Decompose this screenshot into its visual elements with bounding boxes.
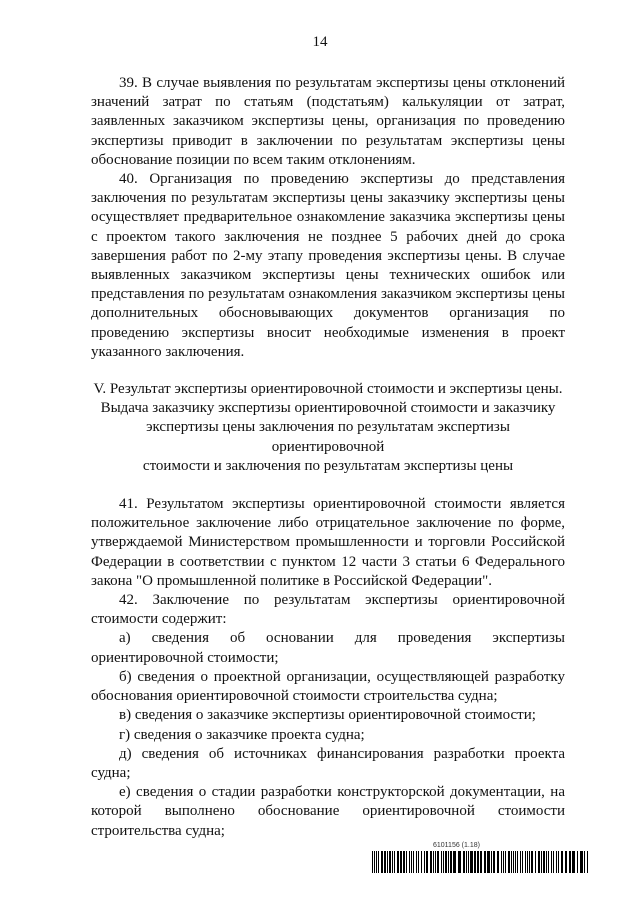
document-body bbox=[91, 74, 565, 841]
section-heading bbox=[91, 380, 565, 476]
paragraph-41: 41. Результатом экспертизы ориентировочной стоимости является положительное заключение либо отрицательное заключение по форме, утверждаемой Министерством промышленности и торговли Российской Федерации в соответствии с пунктом 12 части 3 статьи 6 Федерального закона "О промышленной политике в Российской Федерации". bbox=[91, 496, 565, 589]
barcode-caption: 6101156 (1.18) bbox=[433, 842, 480, 849]
list-item-b: б) сведения о проектной организации, осуществляющей разработку обоснования ориентировочной стоимости строительства судна; bbox=[91, 668, 565, 705]
list-item-e: е) сведения о стадии разработки конструкторской документации, на которой выполнено обоснование ориентировочной стоимости строительства судна; bbox=[91, 784, 565, 839]
section-heading-line: стоимости и заключения по результатам экспертизы цены bbox=[142, 457, 514, 474]
list-item-g: г) сведения о заказчике проекта судна; bbox=[119, 726, 365, 743]
paragraph-39: 39. В случае выявления по результатам экспертизы цены отклонений значений затрат по статьям (подстатьям) калькуляции от затрат, заявленных заказчиком экспертизы цены, организация по проведению экспертизы приводит в заключении по результатам экспертизы цены обоснование позиции по всем таким отклонениям. bbox=[91, 75, 565, 168]
list-item-v: в) сведения о заказчике экспертизы ориентировочной стоимости; bbox=[119, 707, 536, 724]
paragraph-40: 40. Организация по проведению экспертизы до представления заключения по результатам экспертизы цены заказчику экспертизы цены осуществляет предварительное ознакомление заказчика экспертизы цены с проектом такого заключения не позднее 5 рабочих дней до срока завершения работ по 2-му этапу проведения экспертизы цены. В случае выявленных заказчиком экспертизы цены технических ошибок или представления по результатам ознакомления заказчиком экспертизы цены дополнительных обосновывающих документов организация по проведению экспертизы вносит необходимые изменения в проект указанного заключения. bbox=[91, 171, 565, 360]
section-heading-line: Выдача заказчику экспертизы ориентировочной стоимости и заказчику bbox=[100, 400, 556, 417]
paragraph-42: 42. Заключение по результатам экспертизы ориентировочной стоимости содержит: bbox=[91, 592, 565, 628]
section-heading-line: V. Результат экспертизы ориентировочной стоимости и экспертизы цены. bbox=[93, 381, 563, 398]
page-number: 14 bbox=[312, 34, 328, 50]
list-item-d: д) сведения об источниках финансирования разработки проекта судна; bbox=[91, 745, 565, 781]
barcode-icon bbox=[372, 851, 588, 873]
section-heading-line: экспертизы цены заключения по результатам экспертизы ориентировочной bbox=[146, 419, 510, 455]
list-item-a: а) сведения об основании для проведения экспертизы ориентировочной стоимости; bbox=[91, 630, 565, 666]
